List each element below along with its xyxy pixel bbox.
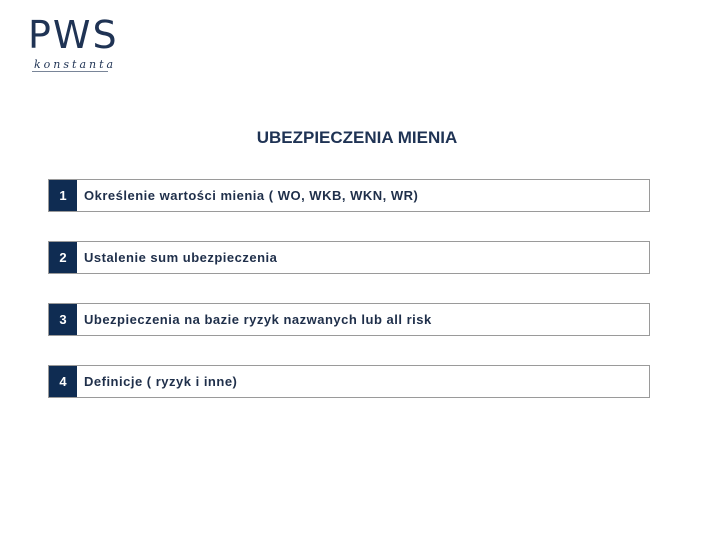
logo-main-text: PWS [28,13,119,57]
item-label: Definicje ( ryzyk i inne) [84,374,238,389]
item-label: Ustalenie sum ubezpieczenia [84,250,278,265]
list-item [48,241,650,274]
item-number: 1 [49,180,77,211]
topic-list [48,179,650,427]
logo-subtitle: konstanta [34,58,117,71]
list-item [48,365,650,398]
item-label: Ubezpieczenia na bazie ryzyk nazwanych lub all risk [84,312,432,327]
item-number: 3 [49,304,77,335]
list-item [48,179,650,212]
page-title: UBEZPIECZENIA MIENIA [256,128,458,147]
item-number: 2 [49,242,77,273]
logo-divider [32,71,108,72]
list-item [48,303,650,336]
item-number: 4 [49,366,77,397]
item-label: Określenie wartości mienia ( WO, WKB, WKN, WR) [84,188,419,203]
company-logo [28,14,128,76]
